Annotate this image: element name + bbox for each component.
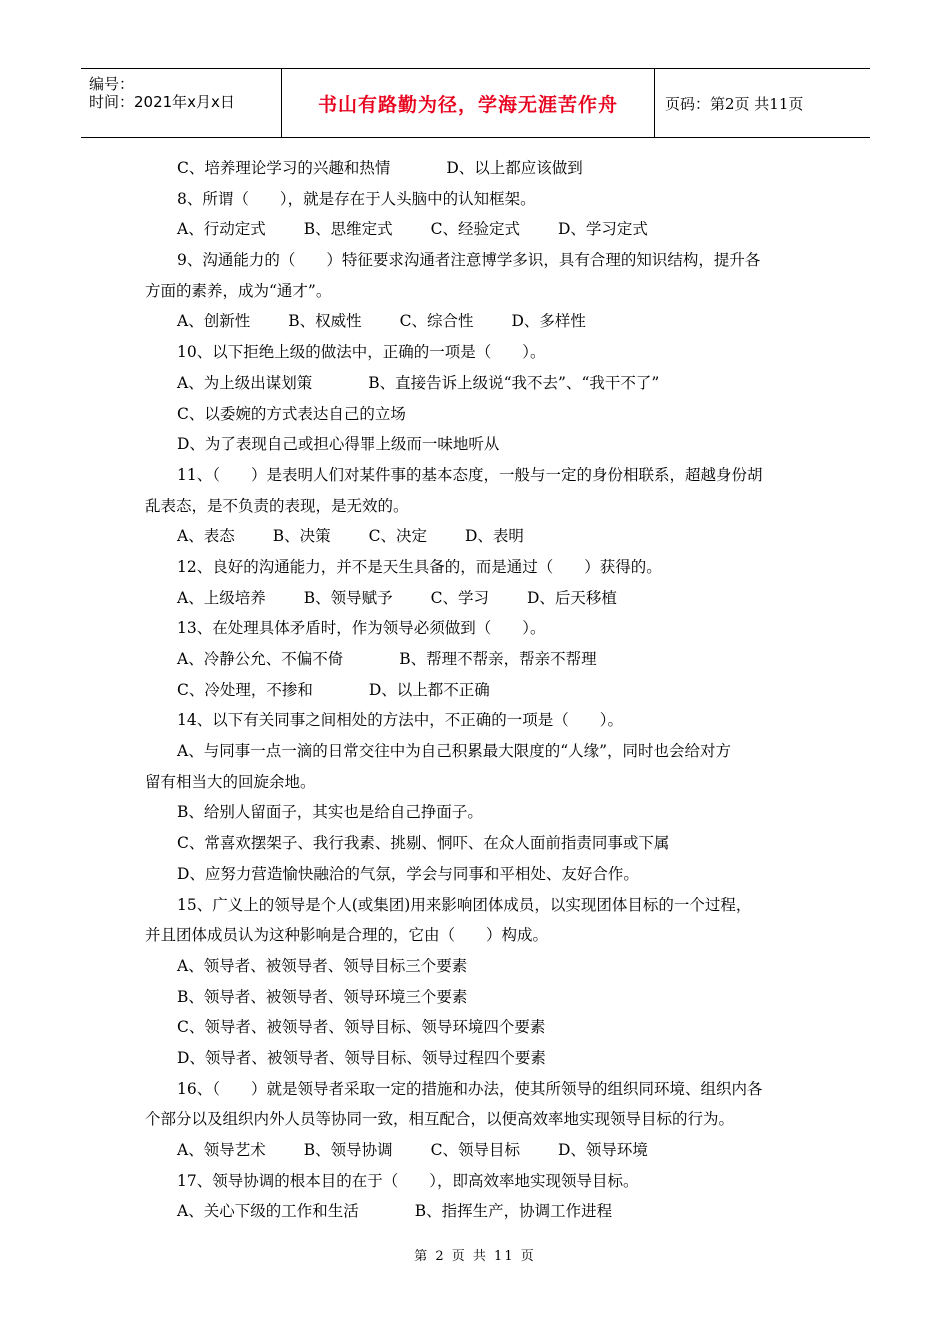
line-segment: D、多样性	[511, 312, 586, 331]
text-line	[145, 306, 810, 337]
text-line	[145, 1135, 810, 1166]
line-segment: 留有相当大的回旋余地。	[145, 772, 316, 791]
line-segment: A、关心下级的工作和生活	[177, 1202, 359, 1221]
line-segment: B、帮理不帮亲，帮亲不帮理	[399, 650, 597, 668]
motto: 书山有路勤为径，学海无涯苦作舟	[317, 93, 618, 116]
text-line	[145, 1043, 810, 1074]
text-line	[145, 797, 810, 828]
text-line	[145, 1104, 810, 1135]
text-line	[145, 859, 810, 890]
header-page-cell	[655, 69, 870, 137]
text-line	[145, 1074, 810, 1105]
text-line	[145, 276, 810, 307]
header-table	[81, 68, 870, 138]
line-segment: A、创新性	[177, 312, 251, 331]
number-label: 编号：	[89, 75, 135, 93]
line-segment: A、为上级出谋划策	[177, 373, 313, 392]
line-segment: B、领导协调	[303, 1141, 393, 1159]
line-segment: D、后天移植	[526, 588, 617, 607]
text-line	[145, 1012, 810, 1043]
page-footer: 第 2 页 共 11 页	[414, 1249, 536, 1264]
line-segment: A、冷静公允、不偏不倚	[177, 650, 344, 668]
line-segment: B、给别人留面子，其实也是给自己挣面子。	[177, 803, 483, 822]
text-line	[145, 890, 810, 921]
line-segment: 17、领导协调的根本目的在于（ ），即高效率地实现领导目标。	[177, 1171, 639, 1190]
text-line	[145, 583, 810, 614]
text-line	[145, 552, 810, 583]
text-line	[145, 613, 810, 644]
line-segment: C、以委婉的方式表达自己的立场	[177, 404, 406, 423]
header-meta-cell	[81, 69, 282, 137]
line-segment: D、应努力营造愉快融洽的气氛，学会与同事和平相处、友好合作。	[177, 864, 639, 883]
text-line	[145, 460, 810, 491]
text-line	[145, 1166, 810, 1197]
text-line	[145, 153, 810, 184]
text-line	[145, 399, 810, 430]
text-line	[145, 920, 810, 951]
line-segment: D、学习定式	[557, 220, 648, 239]
line-segment: B、指挥生产，协调工作进程	[414, 1202, 613, 1221]
time-label: 时间：2021年x月x日	[89, 93, 235, 111]
line-segment: 12、良好的沟通能力，并不是天生具备的，而是通过（ ）获得的。	[177, 557, 662, 576]
text-line	[145, 951, 810, 982]
text-line	[145, 982, 810, 1013]
text-line	[145, 521, 810, 552]
text-line	[145, 368, 810, 399]
line-segment: 个部分以及组织内外人员等协同一致，相互配合，以便高效率地实现领导目标的行为。	[145, 1110, 735, 1129]
line-segment: C、常喜欢摆架子、我行我素、挑剔、恫吓、在众人面前指责同事或下属	[177, 834, 670, 853]
line-segment: A、表态	[177, 527, 235, 546]
line-segment: A、与同事一点一滴的日常交往中为自己积累最大限度的“人缘”，同时也会给对方	[177, 742, 732, 761]
text-line	[145, 1196, 810, 1227]
text-line	[145, 491, 810, 522]
page-info: 页码：第2页 共11页	[665, 94, 804, 113]
line-segment: A、上级培养	[177, 588, 266, 607]
line-segment: C、领导者、被领导者、领导目标、领导环境四个要素	[177, 1018, 546, 1037]
line-segment: B、领导赋予	[303, 588, 393, 607]
line-segment: C、决定	[368, 527, 427, 546]
line-segment: 10、以下拒绝上级的做法中，正确的一项是（ ）。	[177, 343, 546, 362]
line-segment: C、经验定式	[430, 220, 520, 239]
text-line	[145, 828, 810, 859]
line-segment: A、行动定式	[177, 220, 266, 239]
text-line	[145, 675, 810, 706]
header-motto-cell	[282, 69, 655, 137]
line-segment: D、以上都不正确	[368, 680, 490, 699]
line-segment: B、领导者、被领导者、领导环境三个要素	[177, 987, 468, 1006]
text-line	[145, 184, 810, 215]
line-segment: 9、沟通能力的（ ）特征要求沟通者注意博学多识，具有合理的知识结构，提升各	[177, 251, 761, 270]
line-segment: B、直接告诉上级说“我不去”、“我干不了”	[368, 373, 660, 392]
line-segment: B、思维定式	[303, 220, 393, 239]
line-segment: C、领导目标	[430, 1141, 520, 1159]
text-line	[145, 644, 810, 675]
document-body	[145, 153, 810, 1227]
line-segment: B、权威性	[288, 312, 362, 331]
line-segment: 11、（ ）是表明人们对某件事的基本态度，一般与一定的身份相联系，超越身份胡	[177, 465, 763, 484]
line-segment: D、领导者、被领导者、领导目标、领导过程四个要素	[177, 1048, 546, 1067]
line-segment: D、以上都应该做到	[446, 159, 583, 177]
text-line	[145, 337, 810, 368]
text-line	[145, 767, 810, 798]
line-segment: C、培养理论学习的兴趣和热情	[177, 159, 391, 177]
line-segment: B、决策	[272, 527, 331, 546]
line-segment: 乱表态，是不负责的表现，是无效的。	[145, 496, 409, 515]
line-segment: C、冷处理，不掺和	[177, 680, 313, 699]
text-line	[145, 736, 810, 767]
line-segment: 8、所谓（ ），就是存在于人头脑中的认知框架。	[177, 189, 536, 208]
text-line	[145, 214, 810, 245]
line-segment: D、表明	[464, 527, 524, 546]
line-segment: 方面的素养，成为“通才”。	[145, 281, 332, 300]
line-segment: 并且团体成员认为这种影响是合理的，它由（ ）构成。	[145, 926, 549, 945]
line-segment: C、综合性	[399, 312, 474, 331]
line-segment: 15、广义上的领导是个人(或集团)用来影响团体成员，以实现团体目标的一个过程，	[177, 895, 752, 914]
text-line	[145, 245, 810, 276]
line-segment: C、学习	[430, 588, 489, 607]
line-segment: D、为了表现自己或担心得罪上级而一味地听从	[177, 435, 500, 454]
line-segment: A、领导艺术	[177, 1141, 266, 1159]
text-line	[145, 705, 810, 736]
line-segment: 14、以下有关同事之间相处的方法中，不正确的一项是（ ）。	[177, 711, 623, 730]
text-line	[145, 429, 810, 460]
line-segment: 13、在处理具体矛盾时，作为领导必须做到（ ）。	[177, 619, 546, 638]
line-segment: A、领导者、被领导者、领导目标三个要素	[177, 956, 468, 975]
line-segment: D、领导环境	[557, 1141, 648, 1159]
line-segment: 16、（ ）就是领导者采取一定的措施和办法，使其所领导的组织同环境、组织内各	[177, 1079, 763, 1098]
